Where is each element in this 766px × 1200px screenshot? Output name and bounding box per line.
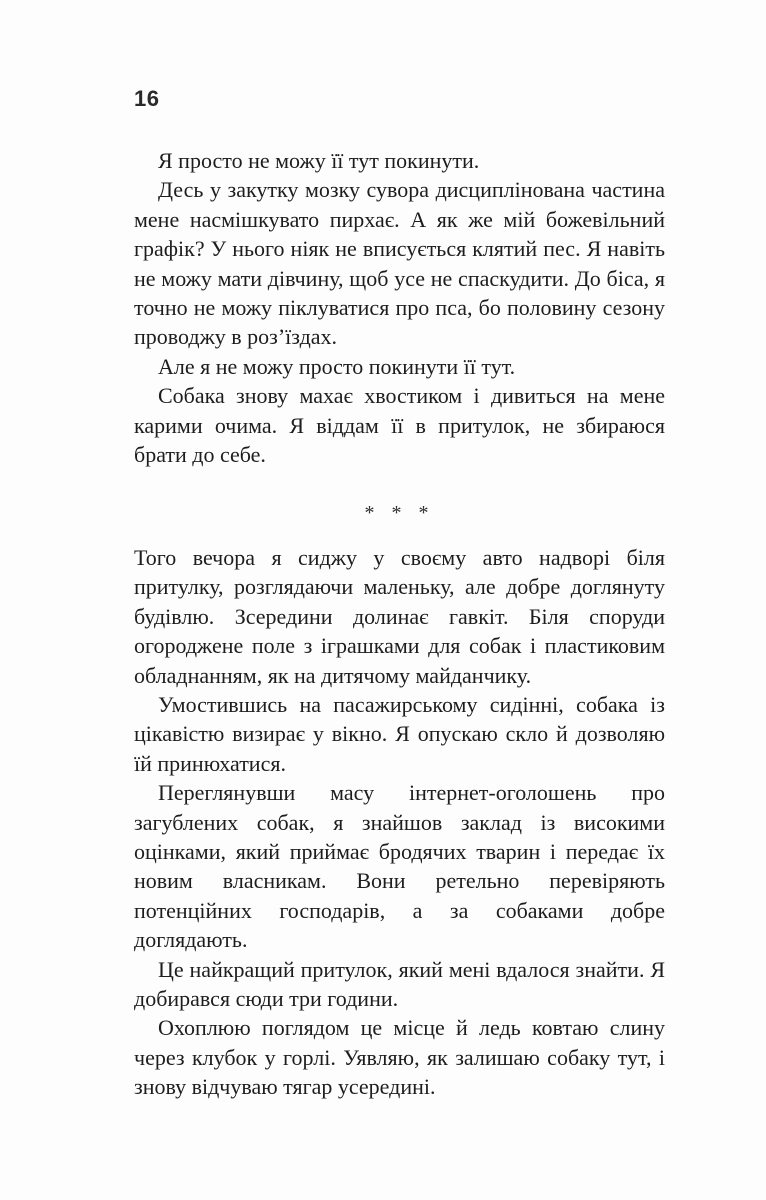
paragraph: Я просто не можу її тут покинути. bbox=[158, 148, 480, 173]
paragraph: Переглянувши масу інтернет-оголошень про загублених собак, я знайшов заклад із високими оцінками, який приймає бродячих тварин і передає їх новим власникам. Вони ретельно перевіряють потенційних господарів, а за собаками добре доглядають. bbox=[134, 780, 665, 953]
paragraph: Але я не можу просто покинути її тут. bbox=[158, 353, 516, 379]
paragraph: Того вечора я сиджу у своєму авто надворі біля притулку, розглядаючи маленьку, але добре доглянуту будівлю. Зсередини долинає гавкіт. Біля споруди огороджене поле з іграшками для собак і пластиковим обладнанням, як на дитячому майданчику. bbox=[134, 544, 665, 688]
paragraph: Десь у закутку мозку сувора дисциплінована частина мене насмішкувато пирхає. А як же мій божевільний графік? У нього ніяк не вписується клятий пес. Я навіть не можу мати дівчину, щоб усе не спаскудити. До біса, я точно не можу піклуватися про пса, бо половину сезону проводжу в роз’їздах. bbox=[134, 177, 665, 350]
page-number: 16 bbox=[134, 86, 160, 111]
paragraph: Умостившись на пасажирському сидінні, собака із цікавістю визирає у вікно. Я опускаю скло й дозволяю їй принюхатися. bbox=[134, 691, 665, 776]
paragraph: Це найкращий притулок, який мені вдалося знайти. Я добирався сюди три години. bbox=[134, 956, 665, 1011]
page-text-block bbox=[134, 146, 665, 1102]
paragraph: Охоплюю поглядом це місце й ледь ковтаю слину через клубок у горлі. Уявляю, як залишаю собаку тут, і знову відчуваю тягар усередині. bbox=[134, 1015, 665, 1100]
scene-break-asterisks: * * * bbox=[364, 502, 435, 525]
paragraph: Собака знову махає хвостиком і дивиться на мене карими очима. Я віддам її в притулок, не збираюся брати до себе. bbox=[134, 383, 665, 468]
